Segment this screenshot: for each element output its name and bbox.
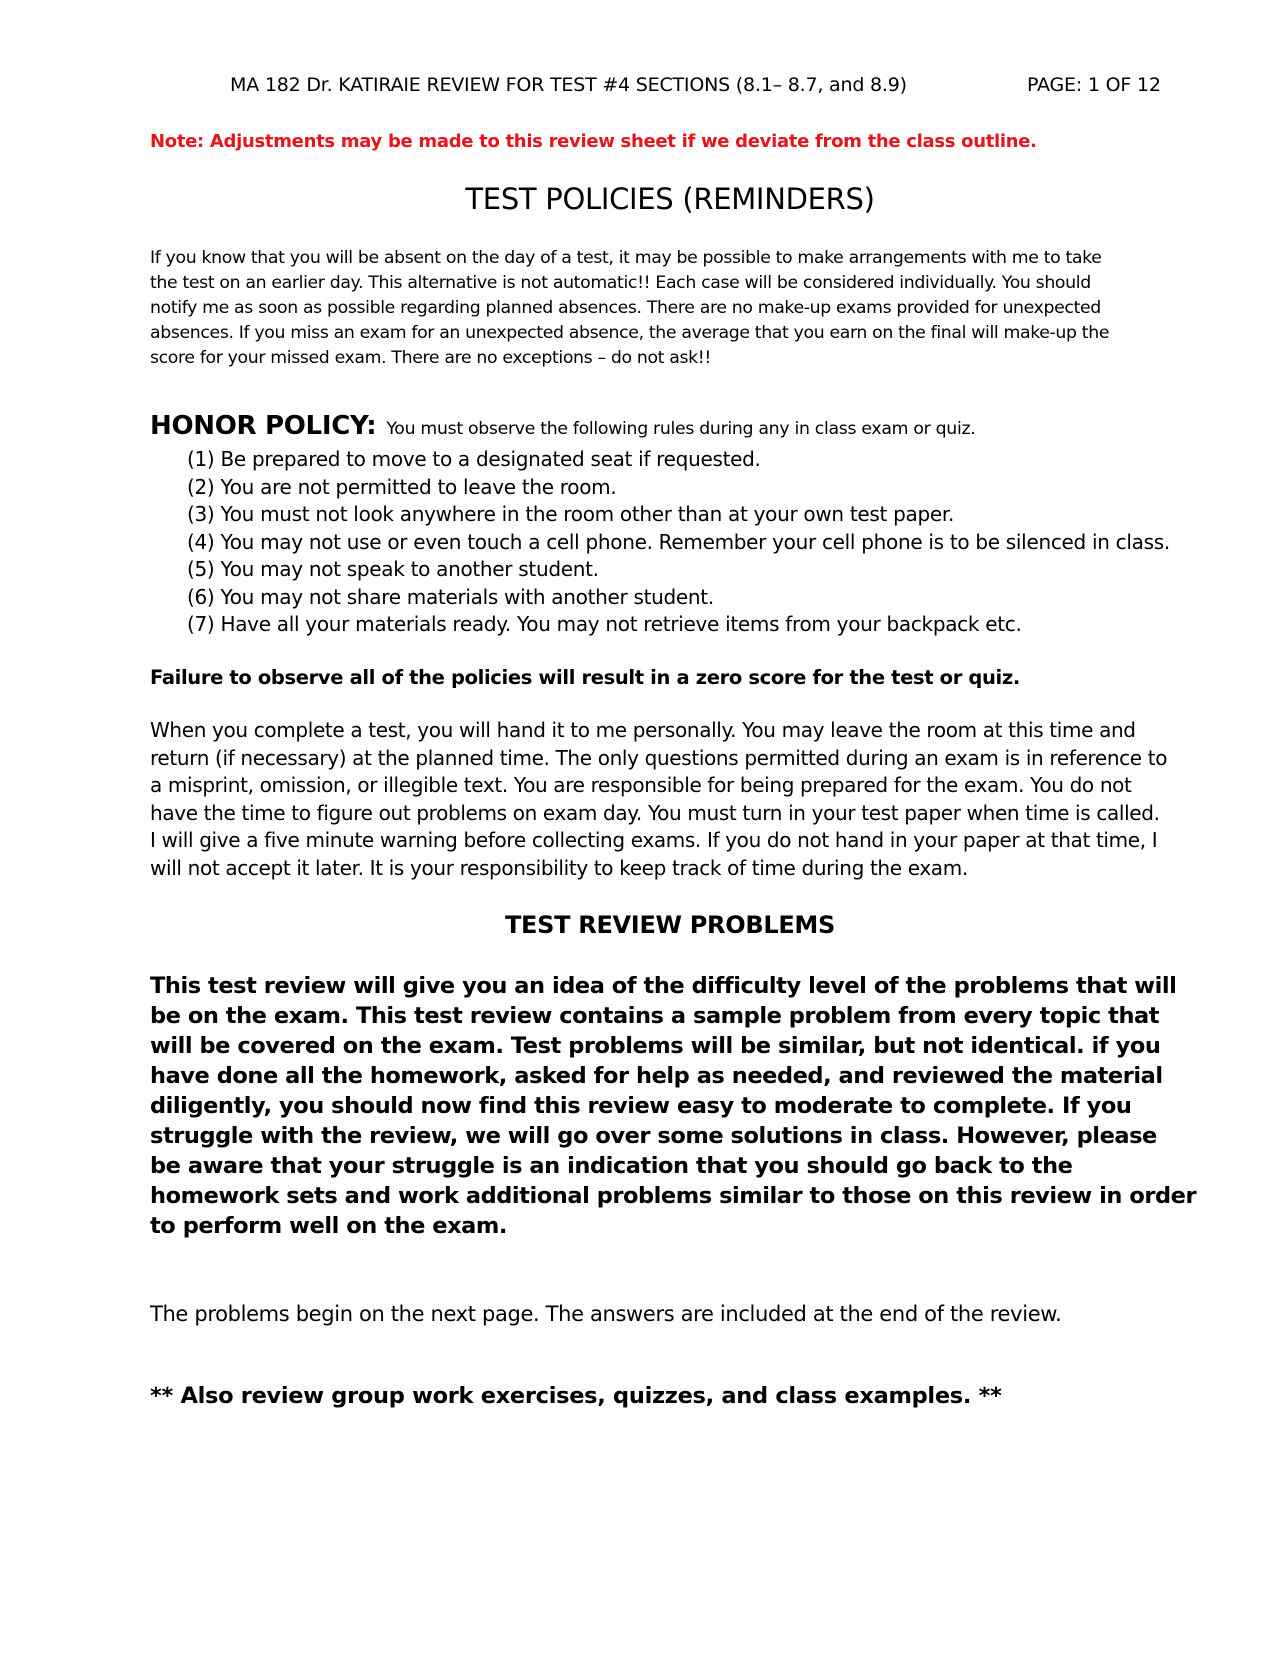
rule-item: (4) You may not use or even touch a cell phone. Remember your cell phone is to be silenced in class. (187, 529, 1170, 554)
page-title: TEST POLICIES (REMINDERS) (465, 182, 875, 216)
paragraph-line: will be covered on the exam. Test problems will be similar, but not identical. if you (150, 1033, 1161, 1059)
test-completion-paragraph (150, 717, 1167, 882)
problems-begin-note: The problems begin on the next page. The answers are included at the end of the review. (150, 1302, 1062, 1326)
rule-item: (2) You are not permitted to leave the room. (187, 474, 617, 499)
rule-item: (5) You may not speak to another student. (187, 557, 599, 581)
paragraph-line: have done all the homework, asked for help as needed, and reviewed the material (150, 1063, 1163, 1089)
rule-item: (1) Be prepared to move to a designated seat if requested. (187, 447, 761, 471)
failure-warning: Failure to observe all of the policies will result in a zero score for the test or quiz. (150, 666, 1020, 689)
paragraph-line: score for your missed exam. There are no exceptions – do not ask!! (150, 348, 711, 368)
paragraph-line: be on the exam. This test review contains a sample problem from every topic that (150, 1003, 1160, 1029)
paragraph-line: struggle with the review, we will go over some solutions in class. However, please (150, 1123, 1157, 1149)
review-problems-heading: TEST REVIEW PROBLEMS (504, 911, 835, 939)
honor-rules-list (187, 446, 1170, 639)
paragraph-line: will not accept it later. It is your responsibility to keep track of time during the exam. (150, 855, 968, 880)
paragraph-line: a misprint, omission, or illegible text. You are responsible for being prepared for the exam. You do not (150, 773, 1132, 797)
page-header-course: MA 182 Dr. KATIRAIE REVIEW FOR TEST #4 SECTIONS (8.1– 8.7, and 8.9) (230, 74, 907, 96)
paragraph-line: the test on an earlier day. This alternative is not automatic!! Each case will be considered individually. You should (150, 273, 1091, 293)
paragraph-line: notify me as soon as possible regarding planned absences. There are no make-up exams provided for unexpected (150, 298, 1101, 318)
review-description-paragraph (150, 971, 1196, 1241)
paragraph-line: This test review will give you an idea of the difficulty level of the problems that will (150, 973, 1177, 999)
paragraph-line: When you complete a test, you will hand it to me personally. You may leave the room at this time and (150, 718, 1136, 742)
honor-policy-line (150, 411, 975, 441)
rule-item: (7) Have all your materials ready. You may not retrieve items from your backpack etc. (187, 612, 1022, 636)
paragraph-line: I will give a five minute warning before collecting exams. If you do not hand in your paper at that time, I (150, 828, 1158, 852)
paragraph-line: If you know that you will be absent on the day of a test, it may be possible to make arrangements with me to take (150, 248, 1102, 268)
rule-item: (3) You must not look anywhere in the room other than at your own test paper. (187, 502, 955, 526)
paragraph-line: diligently, you should now find this review easy to moderate to complete. If you (150, 1093, 1132, 1119)
also-review-note: ** Also review group work exercises, quizzes, and class examples. ** (150, 1383, 1002, 1409)
absence-policy-paragraph (150, 246, 1190, 371)
honor-policy-intro: You must observe the following rules during any in class exam or quiz. (386, 419, 976, 439)
paragraph-line: return (if necessary) at the planned time. The only questions permitted during an exam is in reference to (150, 745, 1168, 770)
page-number: PAGE: 1 OF 12 (1027, 74, 1161, 96)
paragraph-line: homework sets and work additional problems similar to those on this review in order (150, 1183, 1197, 1209)
honor-policy-heading: HONOR POLICY: (150, 411, 377, 441)
paragraph-line: have the time to figure out problems on exam day. You must turn in your test paper when time is called. (150, 800, 1160, 825)
adjustment-note: Note: Adjustments may be made to this review sheet if we deviate from the class outline. (150, 131, 1037, 152)
paragraph-line: be aware that your struggle is an indication that you should go back to the (150, 1153, 1073, 1179)
paragraph-line: to perform well on the exam. (150, 1213, 507, 1239)
paragraph-line: absences. If you miss an exam for an unexpected absence, the average that you earn on the final will make-up the (150, 323, 1110, 343)
rule-item: (6) You may not share materials with another student. (187, 584, 714, 609)
